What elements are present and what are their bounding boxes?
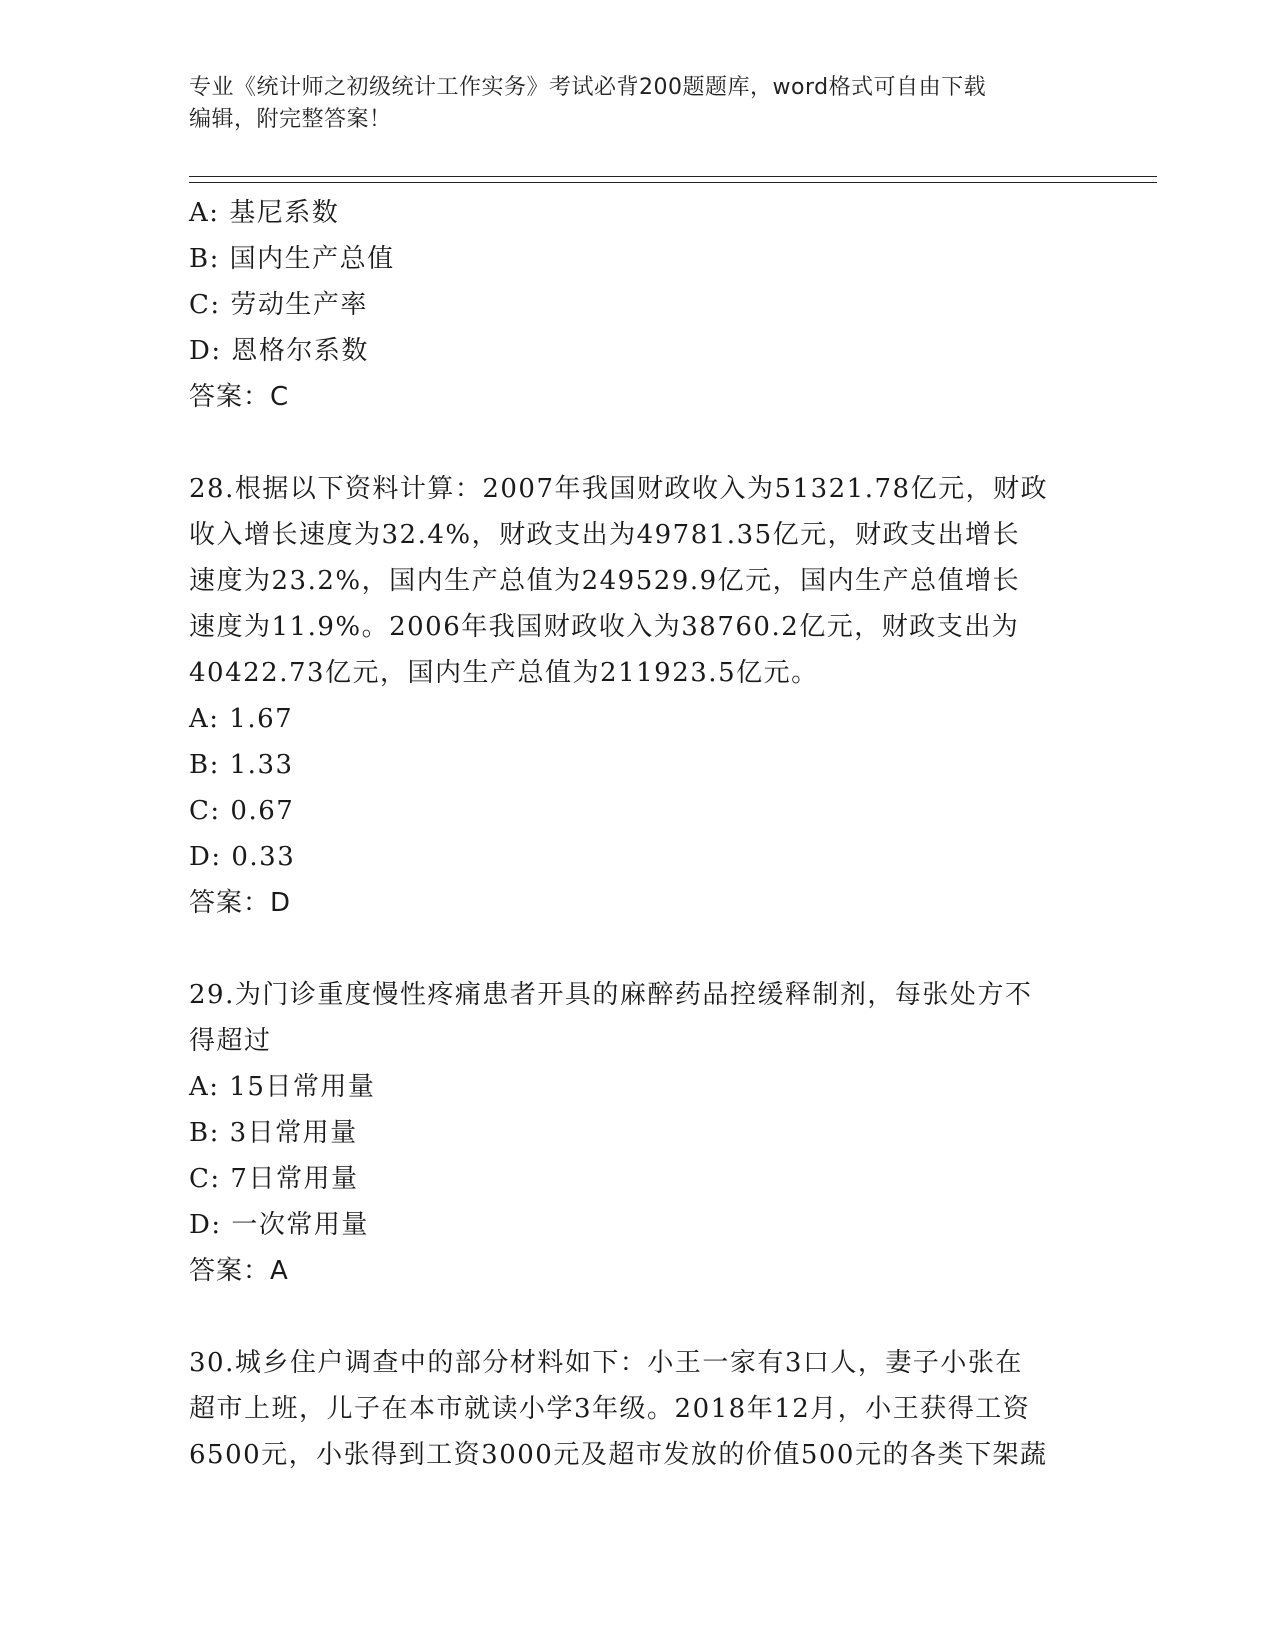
question-stem-line: 40422.73亿元，国内生产总值为211923.5亿元。 xyxy=(189,658,819,688)
header-line-1: 专业《统计师之初级统计工作实务》考试必背200题题库，word格式可自由下载 xyxy=(189,75,987,100)
question-stem-line: 超市上班，儿子在本市就读小学3年级。2018年12月，小王获得工资 xyxy=(189,1394,1031,1424)
option-b: B: 3日常用量 xyxy=(189,1118,358,1148)
header-line-2: 编辑，附完整答案！ xyxy=(189,107,392,132)
question-stem-line: 得超过 xyxy=(189,1026,272,1056)
question-29 xyxy=(189,972,1089,1294)
question-stem-line: 速度为11.9%。2006年我国财政收入为38760.2亿元，财政支出为 xyxy=(189,612,1020,642)
spacer xyxy=(189,926,1089,972)
answer: 答案：A xyxy=(189,1256,289,1286)
option-d: D: 0.33 xyxy=(189,842,296,872)
question-28 xyxy=(189,466,1089,926)
option-a: A: 1.67 xyxy=(189,704,294,734)
option-c: C: 劳动生产率 xyxy=(189,290,368,320)
option-a: A: 15日常用量 xyxy=(189,1072,376,1102)
question-stem-line: 29.为门诊重度慢性疼痛患者开具的麻醉药品控缓释制剂，每张处方不 xyxy=(189,980,1033,1010)
question-stem-line: 收入增长速度为32.4%，财政支出为49781.35亿元，财政支出增长 xyxy=(189,520,1021,550)
question-27 xyxy=(189,190,1089,420)
option-c: C: 0.67 xyxy=(189,796,295,826)
document-header xyxy=(189,72,1089,136)
spacer xyxy=(189,1294,1089,1340)
question-stem-line: 速度为23.2%，国内生产总值为249529.9亿元，国内生产总值增长 xyxy=(189,566,1021,596)
option-d: D: 恩格尔系数 xyxy=(189,336,369,366)
option-d: D: 一次常用量 xyxy=(189,1210,369,1240)
answer: 答案：C xyxy=(189,382,290,412)
answer: 答案：D xyxy=(189,888,292,918)
question-stem-line: 30.城乡住户调查中的部分材料如下：小王一家有3口人，妻子小张在 xyxy=(189,1348,1023,1378)
question-30 xyxy=(189,1340,1089,1478)
option-b: B: 国内生产总值 xyxy=(189,244,395,274)
question-stem-line: 6500元，小张得到工资3000元及超市发放的价值500元的各类下架蔬 xyxy=(189,1440,1048,1470)
option-a: A: 基尼系数 xyxy=(189,198,340,228)
question-list xyxy=(189,190,1089,1478)
option-b: B: 1.33 xyxy=(189,750,294,780)
header-divider-top xyxy=(189,176,1157,177)
question-stem-line: 28.根据以下资料计算：2007年我国财政收入为51321.78亿元，财政 xyxy=(189,474,1049,504)
option-c: C: 7日常用量 xyxy=(189,1164,359,1194)
header-divider-bottom xyxy=(189,182,1157,183)
spacer xyxy=(189,420,1089,466)
